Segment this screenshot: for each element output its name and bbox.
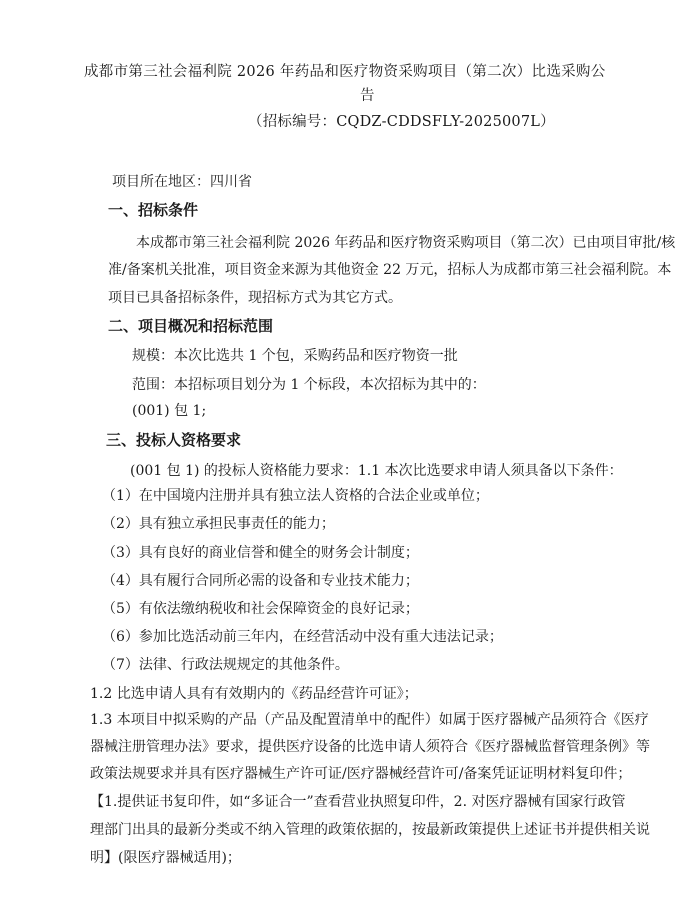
note-line: 明】(限医疗器械适用)； bbox=[90, 850, 241, 866]
section1-heading: 一、招标条件 bbox=[108, 201, 199, 219]
section3-intro: (001 包 1) 的投标人资格能力要求：1.1 本次比选要求申请人须具备以下条件： bbox=[130, 463, 623, 479]
qualification-item: （6）参加比选活动前三年内，在经营活动中没有重大违法记录； bbox=[102, 629, 503, 645]
section2-scope: 范围：本招标项目划分为 1 个标段，本次招标为其中的： bbox=[132, 377, 486, 393]
qualification-item: （2）具有独立承担民事责任的能力； bbox=[102, 516, 335, 532]
project-location: 项目所在地区：四川省 bbox=[112, 174, 252, 190]
document-title-continued: 告 bbox=[360, 88, 375, 104]
section2-heading: 二、项目概况和招标范围 bbox=[108, 317, 274, 335]
document-title: 成都市第三社会福利院 2026 年药品和医疗物资采购项目（第二次）比选采购公 bbox=[84, 64, 606, 80]
requirement-1-3-line: 政策法规要求并具有医疗器械生产许可证/医疗器械经营许可/备案凭证证明材料复印件； bbox=[90, 766, 632, 782]
section1-paragraph-line: 本成都市第三社会福利院 2026 年药品和医疗物资采购项目（第二次）已由项目审批/核 bbox=[136, 235, 676, 251]
section1-paragraph-line: 项目已具备招标条件，现招标方式为其它方式。 bbox=[108, 290, 402, 306]
note-line: 理部门出具的最新分类或不纳入管理的政策依据的，按最新政策提供上述证书并提供相关说 bbox=[90, 822, 650, 838]
requirement-1-2: 1.2 比选申请人具有有效期内的《药品经营许可证》； bbox=[90, 686, 418, 702]
section2-scale: 规模：本次比选共 1 个包，采购药品和医疗物资一批 bbox=[132, 348, 458, 364]
qualification-item: （4）具有履行合同所必需的设备和专业技术能力； bbox=[102, 573, 419, 589]
note-line: 【1.提供证书复印件，如“多证合一”查看营业执照复印件，2. 对医疗器械有国家行政管 bbox=[90, 794, 626, 810]
section3-heading: 三、投标人资格要求 bbox=[106, 431, 242, 449]
section1-paragraph-line: 准/备案机关批准，项目资金来源为其他资金 22 万元，招标人为成都市第三社会福利院。本 bbox=[108, 262, 672, 278]
qualification-item: （1）在中国境内注册并具有独立法人资格的合法企业或单位； bbox=[102, 488, 489, 504]
qualification-item: （5）有依法缴纳税收和社会保障资金的良好记录； bbox=[102, 601, 419, 617]
qualification-item: （7）法律、行政法规规定的其他条件。 bbox=[102, 657, 349, 673]
section2-package: (001) 包 1; bbox=[132, 403, 207, 419]
tender-code: （招标编号：CQDZ-CDDSFLY-2025007L） bbox=[248, 114, 555, 130]
requirement-1-3-line: 器械注册管理办法》要求，提供医疗设备的比选申请人须符合《医疗器械监督管理条例》等 bbox=[90, 739, 650, 755]
requirement-1-3-line: 1.3 本项目中拟采购的产品（产品及配置清单中的配件）如属于医疗器械产品须符合《医疗 bbox=[90, 712, 649, 728]
qualification-item: （3）具有良好的商业信誉和健全的财务会计制度； bbox=[102, 545, 419, 561]
